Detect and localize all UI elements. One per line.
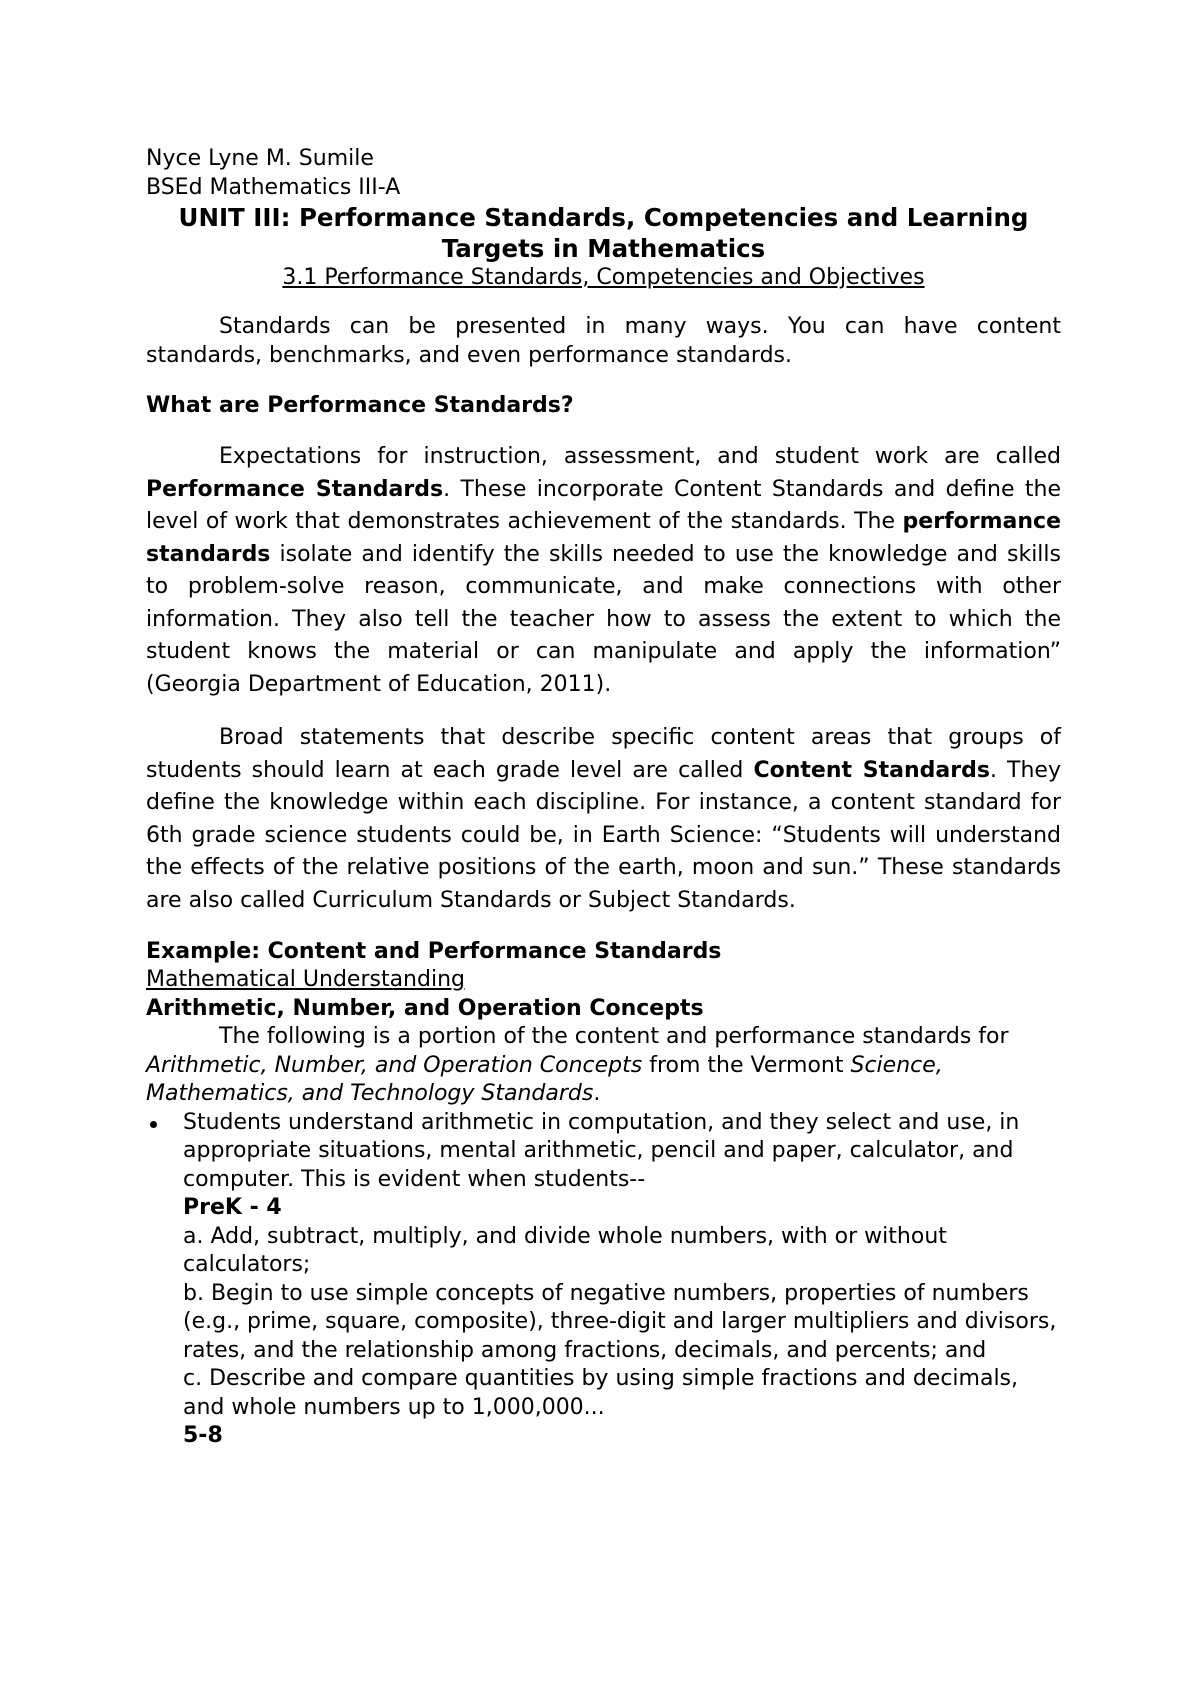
p1-text-e: isolate and identify the skills needed to use the knowledge and skills to problem-solve reason, communicate, and make connections with other information. They also tell the teacher how to assess the extent to which the student knows the material or can manipulate and apply the information” (Georgia Department of Education, 2011). [146, 541, 1061, 697]
performance-standards-paragraph [146, 441, 1061, 701]
example-intro-italic-2: Science, Mathematics, and Technology Standards [146, 1052, 943, 1106]
example-intro-paragraph [146, 1023, 1061, 1109]
course-name: BSEd Mathematics III-A [146, 175, 401, 200]
bullet-list-item [146, 1109, 1061, 1451]
grade-prek-label: PreK - 4 [183, 1195, 282, 1220]
author-name: Nyce Lyne M. Sumile [146, 146, 374, 171]
example-intro-c: from the Vermont [642, 1052, 851, 1078]
unit-title [146, 202, 1061, 264]
section-title: 3.1 Performance Standards, Competencies and Objectives [282, 265, 925, 290]
intro-paragraph: Standards can be presented in many ways. You can have content standards, benchmarks, and even performance standards. [146, 314, 1061, 368]
unit-title-line-2: Targets in Mathematics [441, 234, 766, 263]
unit-title-line-1: UNIT III: Performance Standards, Competencies and Learning [178, 203, 1029, 232]
grade-5-8-label: 5-8 [183, 1423, 223, 1448]
p2-text-c: . They define the knowledge within each discipline. For instance, a content standard for 6th grade science students could be, in Earth Science: “Students will understand the effects of the relative positions of the earth, moon and sun.” These standards are also called Curriculum Standards or Subject Standards. [146, 757, 1061, 913]
p1-bold-performance-standards: Performance Standards [146, 476, 444, 502]
item-b: b. Begin to use simple concepts of negative numbers, properties of numbers (e.g., prime, square, composite), three-digit and larger multipliers and divisors, rates, and the relationship among fractions, decimals, and percents; and [183, 1280, 1057, 1363]
bullet-text: Students understand arithmetic in computation, and they select and use, in appropriate situations, mental arithmetic, pencil and paper, calculator, and computer. This is evident when students-- [183, 1109, 1020, 1192]
item-c: c. Describe and compare quantities by using simple fractions and decimals, and whole numbers up to 1,000,000... [183, 1366, 1019, 1420]
document-page [146, 144, 1061, 1451]
example-heading: Example: Content and Performance Standards [146, 939, 722, 964]
concepts-heading: Arithmetic, Number, and Operation Concepts [146, 995, 704, 1021]
p1-bold-performance-standards-2: performance standards [146, 509, 1061, 567]
mathematical-understanding-subheading: Mathematical Understanding [146, 967, 465, 992]
what-are-heading: What are Performance Standards? [146, 393, 574, 418]
p2-text-a: Broad statements that describe specific content areas that groups of students should learn at each grade level are called [146, 725, 1061, 783]
example-intro-a: The following is a portion of the content and performance standards for [219, 1024, 1009, 1049]
item-a: a. Add, subtract, multiply, and divide whole numbers, with or without calculators; [183, 1223, 947, 1277]
p1-text-a: Expectations for instruction, assessment, and student work are called [219, 444, 1061, 469]
p1-text-c: . These incorporate Content Standards and define the level of work that demonstrates achievement of the standards. The [146, 476, 1062, 534]
content-standards-paragraph [146, 722, 1061, 917]
example-intro-e: . [593, 1081, 601, 1106]
bullet-icon [150, 1121, 157, 1128]
p2-bold-content-standards: Content Standards [753, 757, 990, 783]
example-intro-italic-1: Arithmetic, Number, and Operation Concepts [146, 1052, 643, 1078]
